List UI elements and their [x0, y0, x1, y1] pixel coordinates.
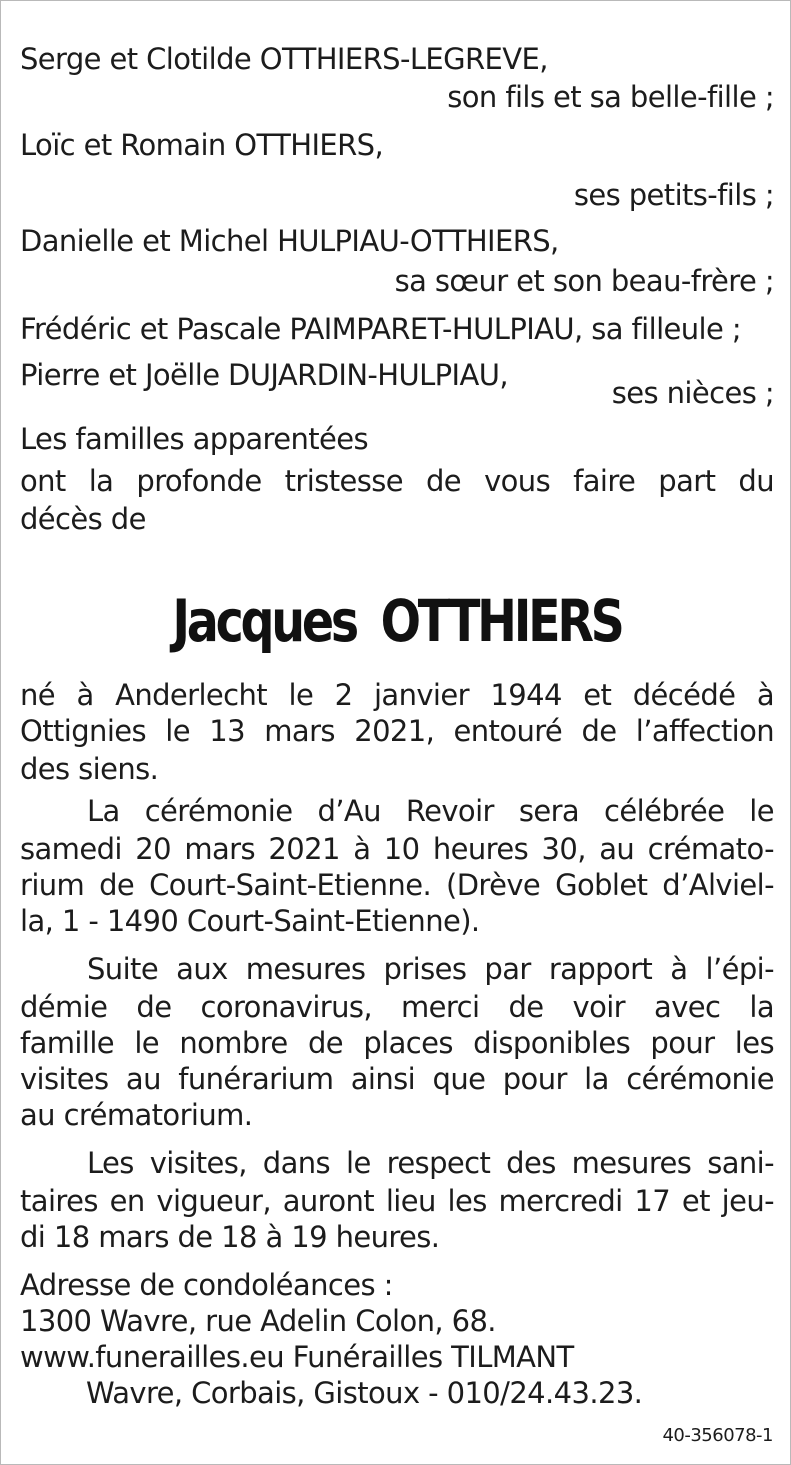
family-line-grandsons: Loïc et Romain OTTHIERS,: [20, 128, 384, 162]
family-line-relatives: Les familles apparentées: [20, 422, 369, 456]
covid-line: visites au funérarium ainsi que pour la cérémonie: [20, 1062, 774, 1096]
visits-line: taires en vigueur, auront lieu les mercredi 17 et jeu-: [20, 1184, 774, 1218]
condolences-heading: Adresse de condoléances :: [20, 1268, 393, 1302]
visits-line-end: di 18 mars de 18 à 19 heures.: [20, 1220, 440, 1254]
family-line-son: Serge et Clotilde OTTHIERS-LEGREVE,: [20, 42, 548, 76]
condolences-address: 1300 Wavre, rue Adelin Colon, 68.: [20, 1304, 496, 1338]
birth-death-line: Ottignies le 13 mars 2021, entouré de l’affection: [20, 714, 774, 748]
family-role-son: son fils et sa belle-fille ;: [447, 80, 774, 114]
family-role-nieces: ses nièces ;: [611, 376, 774, 410]
family-line-goddaughter: Frédéric et Pascale PAIMPARET-HULPIAU, sa filleule ;: [20, 312, 742, 346]
deceased-name: Jacques OTTHIERS: [172, 587, 622, 655]
family-line-nieces: Pierre et Joëlle DUJARDIN-HULPIAU,: [20, 358, 508, 392]
birth-death-line: né à Anderlecht le 2 janvier 1944 et décédé à: [20, 678, 774, 712]
family-line-sister: Danielle et Michel HULPIAU-OTTHIERS,: [20, 224, 559, 258]
ceremony-line: rium de Court-Saint-Etienne. (Drève Goblet d’Alviel-: [20, 868, 774, 902]
notice-reference-number: 40-356078-1: [662, 1425, 773, 1446]
covid-line-end: au crématorium.: [20, 1098, 253, 1132]
family-role-sister: sa sœur et son beau-frère ;: [394, 264, 774, 298]
ceremony-line: samedi 20 mars 2021 à 10 heures 30, au crémato-: [20, 832, 774, 866]
covid-line: famille le nombre de places disponibles pour les: [20, 1026, 774, 1060]
covid-line: Suite aux mesures prises par rapport à l’épi-: [87, 952, 774, 986]
funeral-home-line: www.funerailles.eu Funérailles TILMANT: [20, 1340, 574, 1374]
funeral-home-locations: Wavre, Corbais, Gistoux - 010/24.43.23.: [86, 1376, 643, 1410]
birth-death-line-end: des siens.: [20, 752, 159, 786]
ceremony-line-end: la, 1 - 1490 Court-Saint-Etienne).: [20, 904, 480, 938]
announcement-line: ont la profonde tristesse de vous faire part du: [20, 464, 774, 498]
covid-line: démie de coronavirus, merci de voir avec la: [20, 990, 774, 1024]
family-role-grandsons: ses petits-fils ;: [573, 178, 774, 212]
visits-line: Les visites, dans le respect des mesures sani-: [87, 1146, 774, 1180]
ceremony-line: La cérémonie d’Au Revoir sera célébrée le: [87, 794, 774, 828]
announcement-line-end: décès de: [20, 502, 146, 536]
